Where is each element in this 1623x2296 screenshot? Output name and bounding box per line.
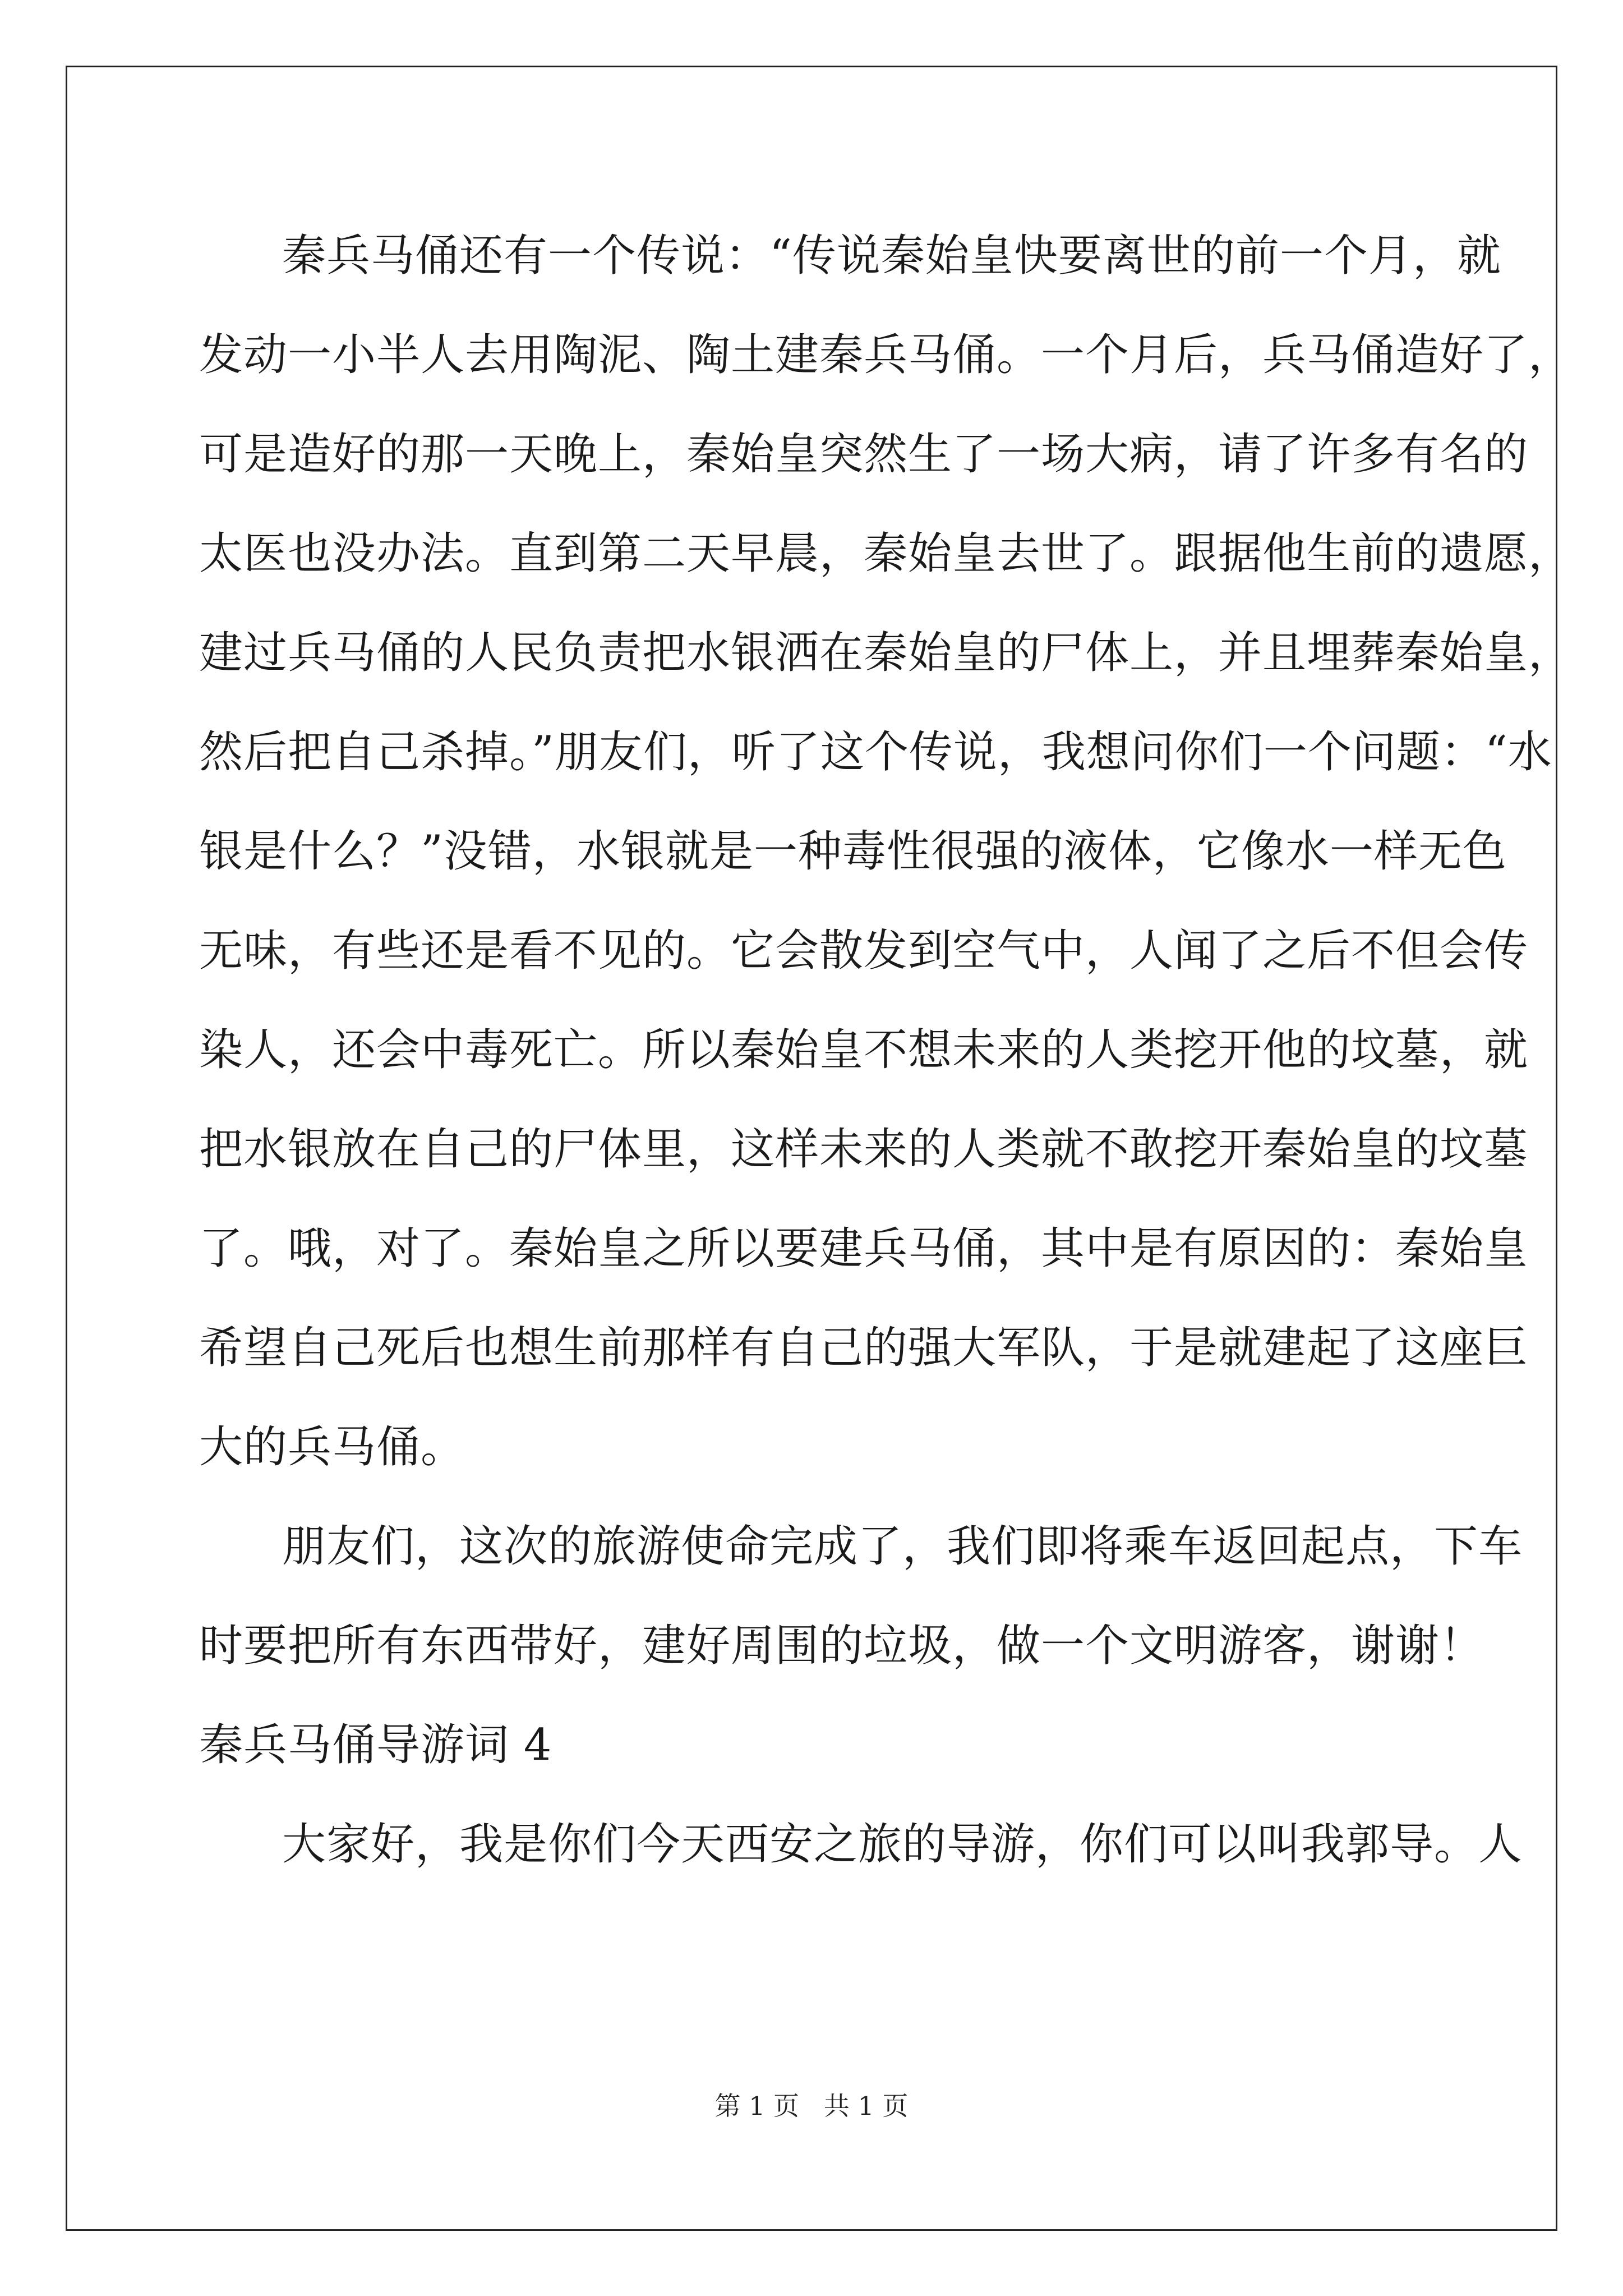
paragraph-line: 把水银放在自己的尸体里，这样未来的人类就不敢挖开秦始皇的坟墓	[199, 1124, 1529, 1175]
paragraph-line: 时要把所有东西带好，建好周围的垃圾，做一个文明游客，谢谢！	[199, 1621, 1484, 1671]
paragraph-line: 大的兵马俑。	[199, 1422, 465, 1473]
paragraph-line: 可是造好的那一天晚上，秦始皇突然生了一场大病，请了许多有名的	[199, 429, 1529, 480]
paragraph-line: 银是什么？”没错，水银就是一种毒性很强的液体，它像水一样无色	[199, 826, 1507, 877]
document-body	[199, 206, 1573, 1894]
paragraph-line: 了。哦，对了。秦始皇之所以要建兵马俑，其中是有原因的：秦始皇	[199, 1223, 1529, 1274]
page-number: 第 1 页 共 1 页	[714, 2091, 909, 2121]
paragraph-line: 发动一小半人去用陶泥、陶土建秦兵马俑。一个月后，兵马俑造好了，	[199, 330, 1573, 380]
paragraph-line: 大家好，我是你们今天西安之旅的导游，你们可以叫我郭导。人	[282, 1819, 1523, 1870]
paragraph-line: 太医也没办法。直到第二天早晨，秦始皇去世了。跟据他生前的遗愿，	[199, 528, 1573, 579]
page-footer	[0, 2089, 1623, 2123]
paragraph-line: 朋友们，这次的旅游使命完成了，我们即将乘车返回起点，下车	[282, 1521, 1523, 1572]
paragraph-line: 建过兵马俑的人民负责把水银洒在秦始皇的尸体上，并且埋葬秦始皇，	[199, 628, 1573, 678]
paragraph-line: 秦兵马俑还有一个传说：“传说秦始皇快要离世的前一个月，就	[282, 231, 1501, 281]
paragraph-line: 希望自己死后也想生前那样有自己的强大军队，于是就建起了这座巨	[199, 1323, 1529, 1373]
paragraph-line: 然后把自己杀掉。”朋友们，听了这个传说，我想问你们一个问题：“水	[199, 727, 1552, 777]
section-heading: 秦兵马俑导游词 4	[199, 1720, 552, 1770]
paragraph-line: 无味，有些还是看不见的。它会散发到空气中，人闻了之后不但会传	[199, 926, 1529, 976]
paragraph-line: 染人，还会中毒死亡。所以秦始皇不想未来的人类挖开他的坟墓，就	[199, 1025, 1529, 1075]
